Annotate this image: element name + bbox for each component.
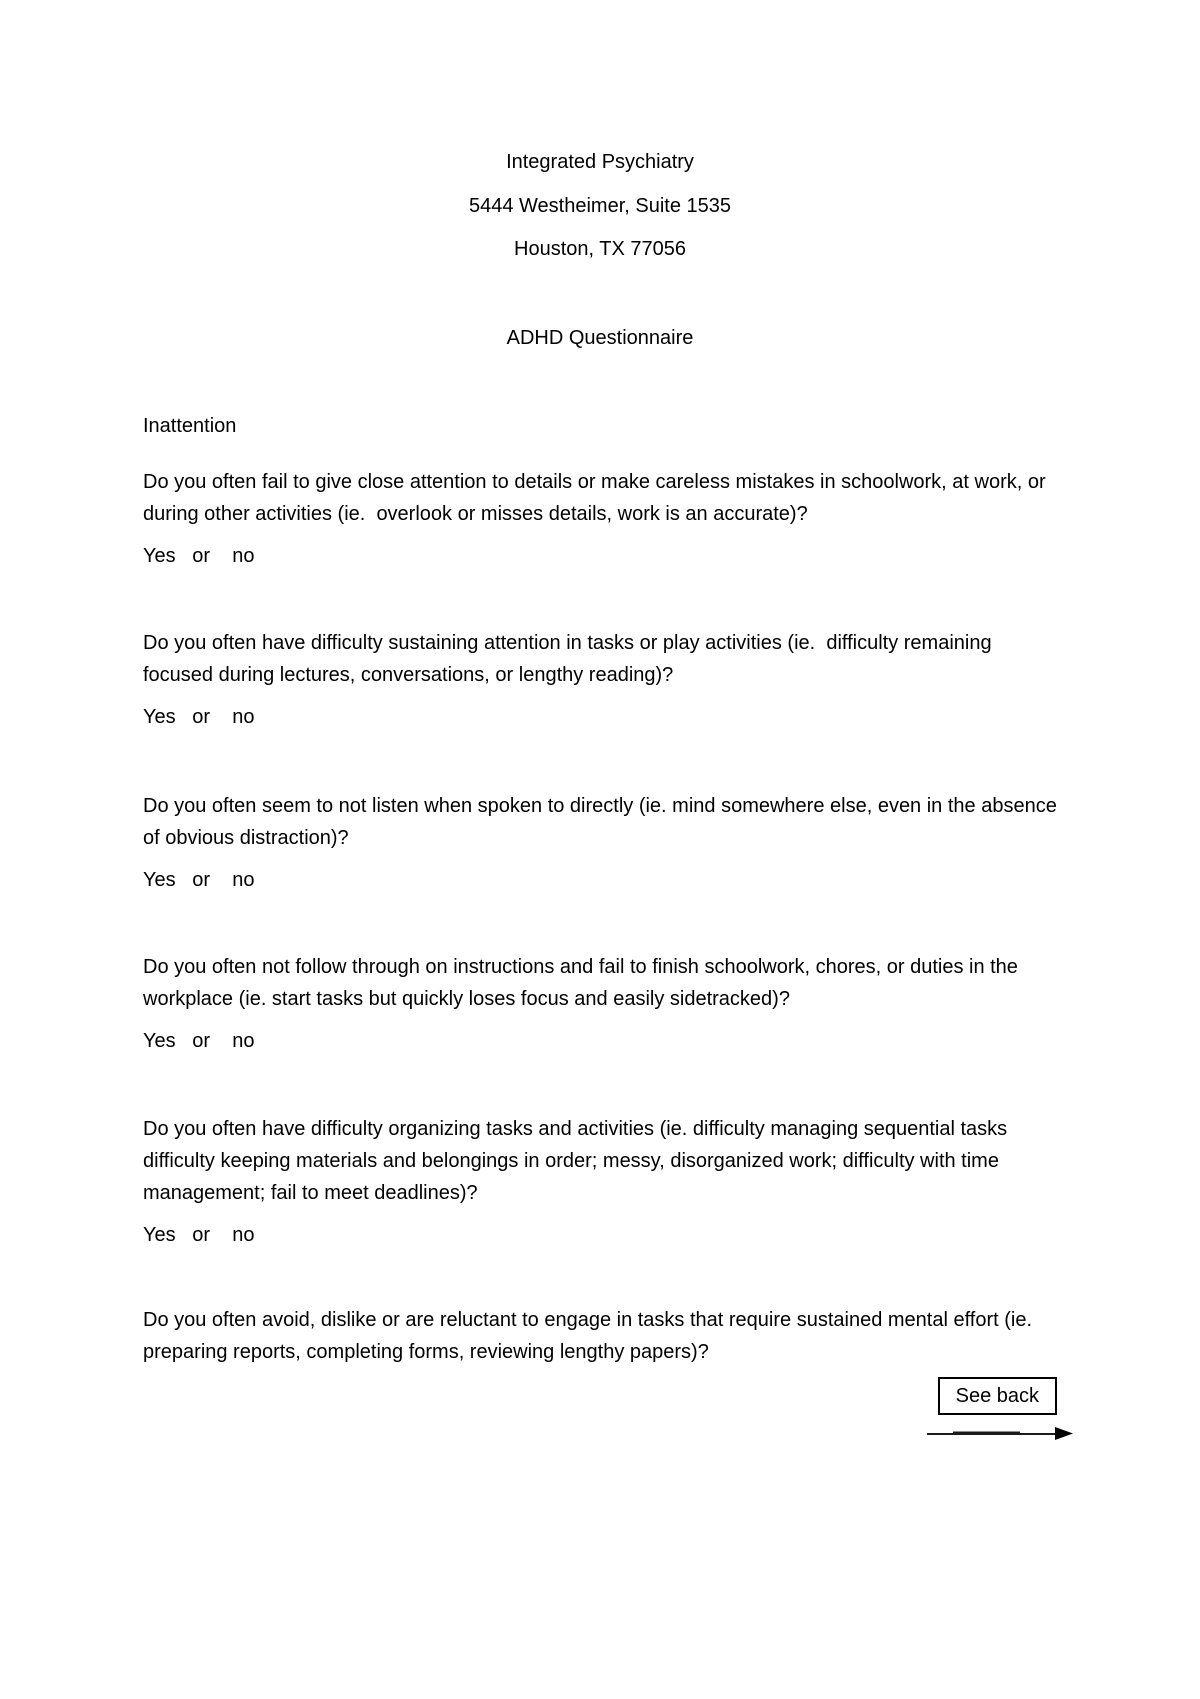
question-text: Do you often fail to give close attention to details or make careless mistakes in schoolwork, at work, or during other activities (ie. overlook or misses details, work is an accurate)?	[143, 471, 1052, 525]
clinic-address-city: Houston, TX 77056	[514, 238, 686, 260]
see-back-label: See back	[955, 1384, 1039, 1407]
arrow-right-icon	[925, 1425, 1075, 1441]
form-title: ADHD Questionnaire	[506, 327, 694, 349]
question-text: Do you often seem to not listen when spoken to directly (ie. mind somewhere else, even in the absence of obvious distraction)?	[143, 795, 1063, 849]
answer-options[interactable]: Yes or no	[143, 869, 255, 891]
question-block-4	[143, 951, 1057, 1057]
question-block-6	[143, 1304, 1057, 1368]
arrow-row	[143, 1425, 1075, 1441]
question-block-2	[143, 627, 1057, 733]
answer-options[interactable]: Yes or no	[143, 1030, 255, 1052]
answer-options[interactable]: Yes or no	[143, 706, 255, 728]
answer-options[interactable]: Yes or no	[143, 545, 255, 567]
question-text: Do you often avoid, dislike or are reluctant to engage in tasks that require sustained mental effort (ie. preparing reports, completing forms, reviewing lengthy papers)?	[143, 1309, 1038, 1363]
question-block-3	[143, 790, 1063, 896]
question-text: Do you often have difficulty sustaining attention in tasks or play activities (ie. difficulty remaining focused during lectures, conversations, or lengthy reading)?	[143, 632, 998, 686]
question-block-5	[143, 1113, 1057, 1251]
clinic-address-street: 5444 Westheimer, Suite 1535	[468, 195, 732, 217]
see-back-row	[143, 1377, 1057, 1415]
see-back-box	[938, 1377, 1057, 1415]
clinic-name: Integrated Psychiatry	[506, 151, 694, 173]
question-text: Do you often have difficulty organizing tasks and activities (ie. difficulty managing sequential tasks difficulty keeping materials and belongings in order; messy, disorganized work; difficulty with time management; fail to meet deadlines)?	[143, 1118, 1013, 1204]
question-block-1	[143, 466, 1057, 572]
document-page	[0, 146, 1200, 1699]
question-text: Do you often not follow through on instructions and fail to finish schoolwork, chores, or duties in the workplace (ie. start tasks but quickly loses focus and easily sidetracked)?	[143, 956, 1024, 1010]
answer-options[interactable]: Yes or no	[143, 1224, 255, 1246]
section-heading-inattention: Inattention	[143, 415, 237, 437]
